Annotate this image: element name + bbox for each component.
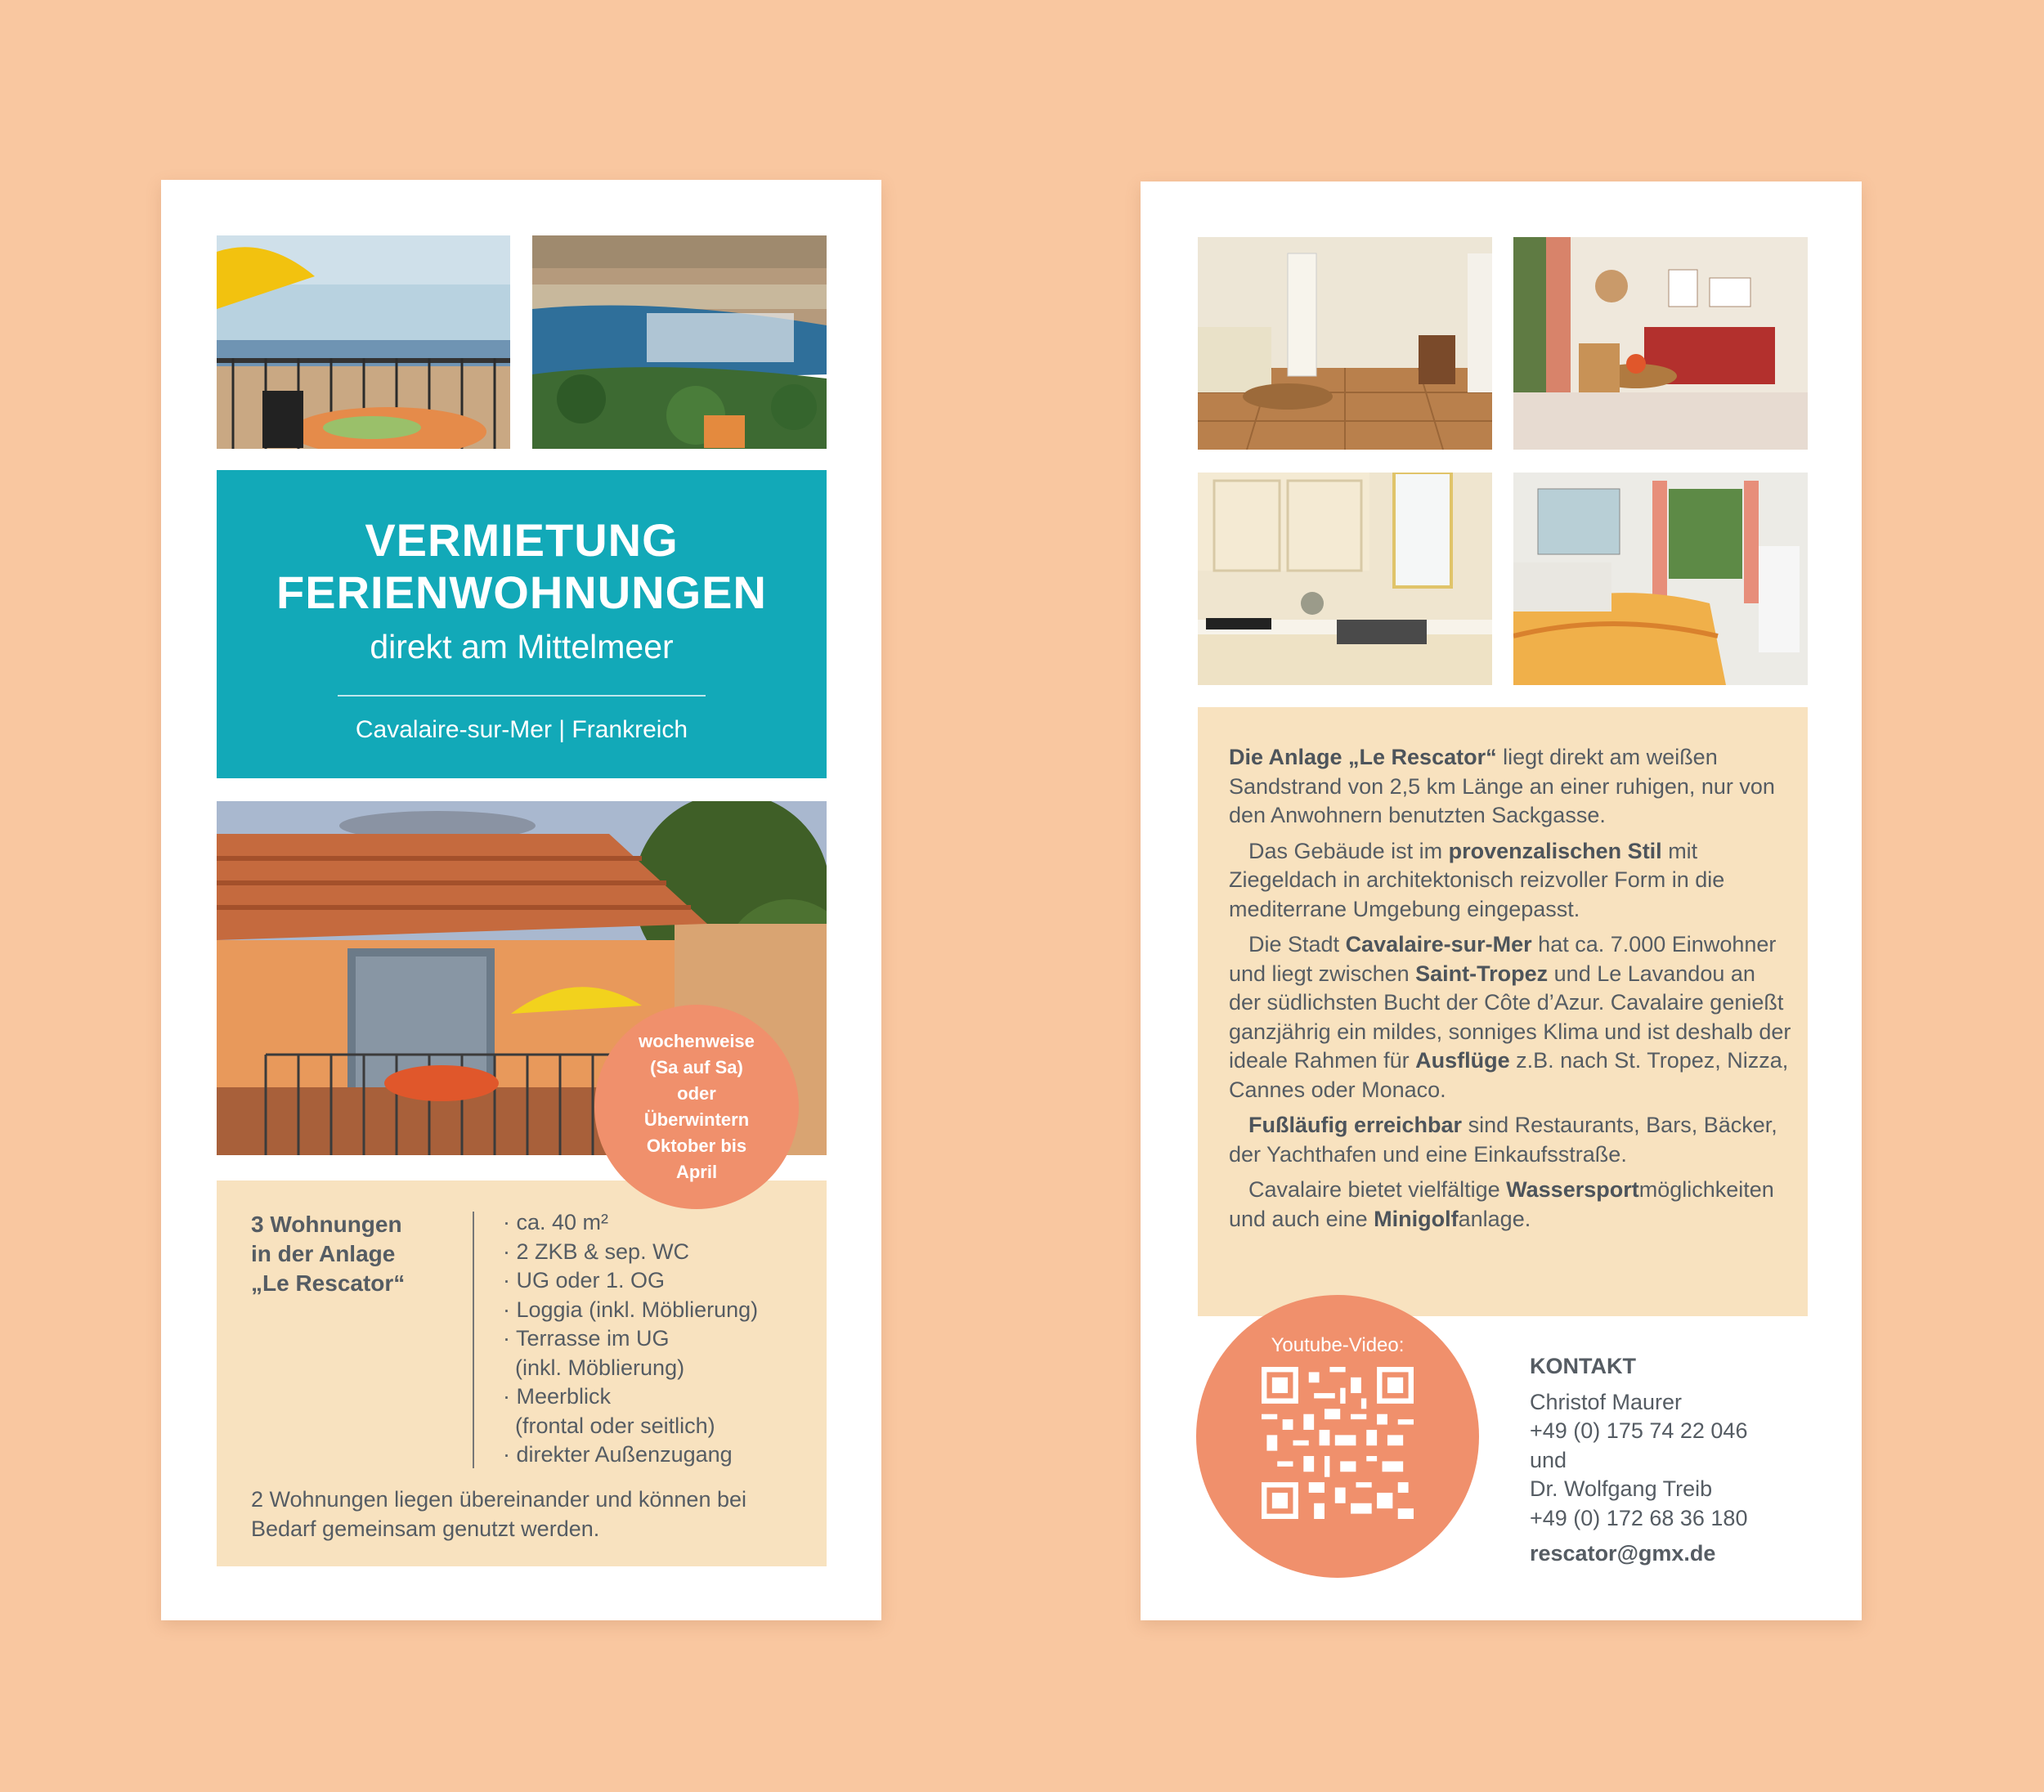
contact-name: Christof Maurer — [1530, 1389, 1683, 1414]
info-title-line: 3 Wohnungen — [251, 1212, 402, 1237]
balcony-sea-photo — [217, 235, 510, 449]
description-paragraph: Cavalaire bietet vielfältige Wassersportmöglichkeiten und auch eine Minigolfanlage. — [1229, 1177, 1774, 1231]
qr-label: Youtube-Video: — [1271, 1334, 1405, 1356]
description-paragraph: Die Anlage „Le Rescator“ liegt direkt am weißen Sandstrand von 2,5 km Länge an einer ruhigen, nur von den Anwohnern benutzten Sackgasse. — [1229, 745, 1775, 827]
vertical-divider — [473, 1212, 474, 1468]
subtitle: direkt am Mittelmeer — [370, 628, 674, 665]
description-paragraph: Die Stadt Cavalaire-sur-Mer hat ca. 7.000 Einwohner und liegt zwischen Saint-Tropez und Le Lavandou an der südlichsten Bucht der Côte d’Azur. Cavalaire genießt ganzjährig ein mildes, sonniges Klima und ist deshalb der ideale Rahmen für Ausflüge z.B. nach St. Tropez, Nizza, Cannes oder Monaco. — [1229, 932, 1791, 1102]
harbour-town-photo — [532, 235, 827, 449]
feature-item: · Terrasse im UG — [503, 1326, 670, 1351]
apartment-info-box — [217, 1180, 827, 1566]
title-banner — [217, 470, 827, 778]
contact-email[interactable]: rescator@gmx.de — [1530, 1541, 1716, 1566]
description-box — [1198, 707, 1808, 1316]
feature-item: (frontal oder seitlich) — [503, 1413, 715, 1438]
feature-item: · Loggia (inkl. Möblierung) — [503, 1297, 759, 1322]
front-flyer — [161, 180, 881, 1620]
info-footer: 2 Wohnungen liegen übereinander und können bei Bedarf gemeinsam genutzt werden. — [251, 1487, 746, 1541]
qr-code-icon[interactable] — [1262, 1367, 1414, 1519]
contact-and: und — [1530, 1447, 1567, 1472]
location: Cavalaire-sur-Mer | Frankreich — [355, 716, 688, 743]
feature-item: · Meerblick — [503, 1384, 612, 1409]
feature-item: · UG oder 1. OG — [503, 1268, 666, 1292]
description-paragraph: Das Gebäude ist im provenzalischen Stil mit Ziegeldach in architektonisch reizvoller Form in die mediterrane Umgebung eingepasst. — [1229, 838, 1725, 921]
badge-line: (Sa auf Sa) — [650, 1057, 743, 1077]
badge-line: Oktober bis — [646, 1136, 747, 1156]
divider — [338, 695, 706, 697]
kitchen-photo — [1198, 473, 1492, 685]
bedroom-photo — [1513, 473, 1808, 685]
contact-heading: KONTAKT — [1530, 1354, 1636, 1378]
contact-name: Dr. Wolfgang Treib — [1530, 1476, 1713, 1501]
badge-line: Überwintern — [643, 1109, 750, 1130]
feature-item: · ca. 40 m² — [503, 1210, 609, 1234]
description-text — [1229, 743, 1793, 1240]
back-flyer — [1141, 181, 1862, 1620]
feature-item: · direkter Außenzugang — [503, 1442, 733, 1467]
living-room-photo — [1198, 237, 1492, 450]
contact-phone[interactable]: +49 (0) 175 74 22 046 — [1530, 1418, 1748, 1443]
rental-period-badge — [594, 1005, 799, 1209]
title-line-2: FERIENWOHNUNGEN — [276, 567, 767, 618]
contact-phone[interactable]: +49 (0) 172 68 36 180 — [1530, 1505, 1748, 1530]
feature-item: · 2 ZKB & sep. WC — [503, 1239, 690, 1264]
youtube-qr-badge[interactable] — [1196, 1295, 1479, 1578]
contact-block — [1530, 1352, 1832, 1569]
info-title — [251, 1210, 455, 1298]
badge-line: wochenweise — [639, 1031, 755, 1051]
lounge-sofa-photo — [1513, 237, 1808, 450]
badge-line: April — [675, 1162, 718, 1182]
badge-line: oder — [677, 1083, 716, 1104]
feature-item: (inkl. Möblierung) — [503, 1355, 685, 1380]
info-title-line: in der Anlage — [251, 1241, 396, 1266]
feature-list — [503, 1208, 758, 1470]
title-line-1: VERMIETUNG — [365, 514, 679, 566]
info-title-line: „Le Rescator“ — [251, 1270, 406, 1296]
description-paragraph: Fußläufig erreichbar sind Restaurants, Bars, Bäcker, der Yachthafen und eine Einkaufsstraße. — [1229, 1113, 1777, 1167]
